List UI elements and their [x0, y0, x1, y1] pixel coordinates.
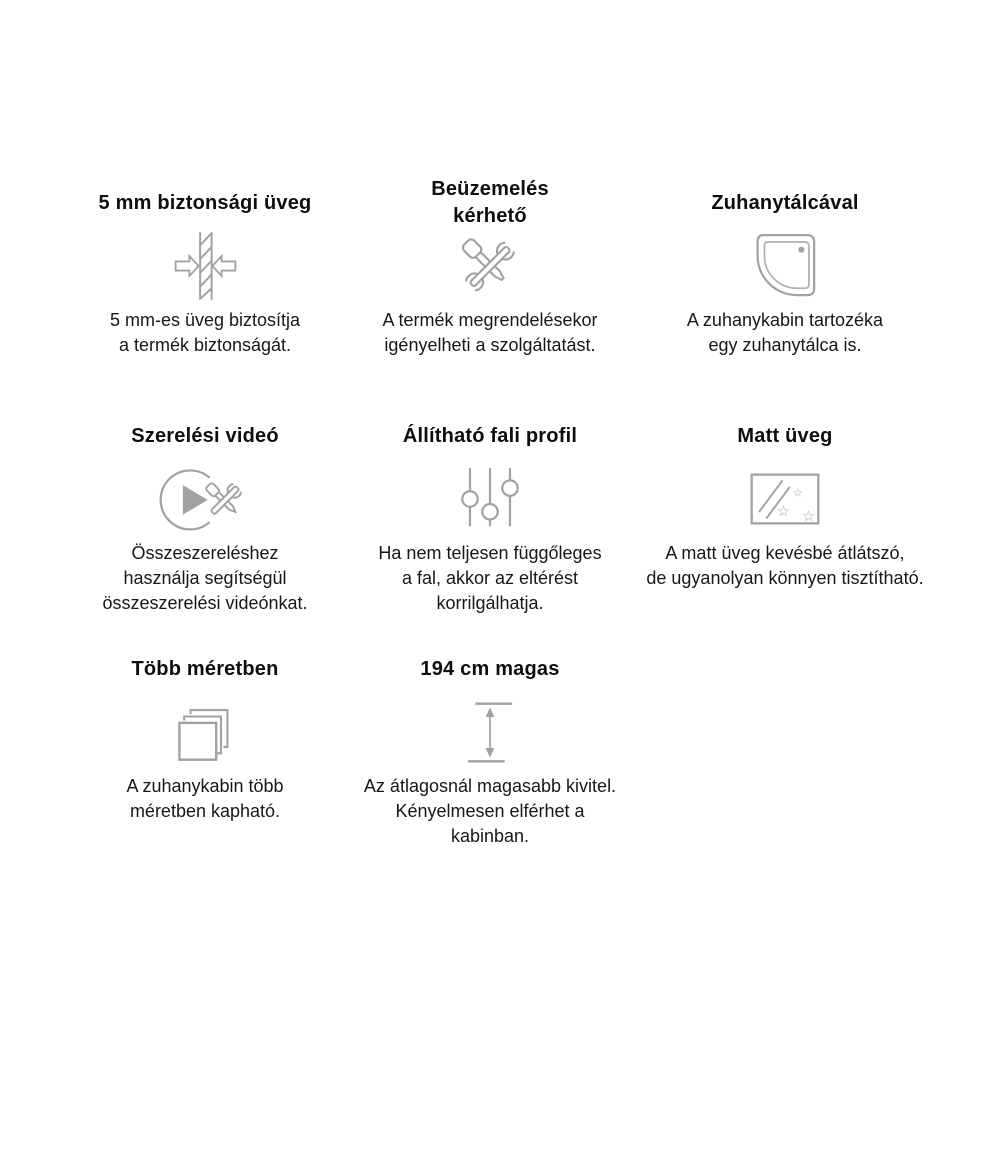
- svg-text:☆: ☆: [776, 503, 790, 521]
- feature-card-safety-glass: [55, 176, 355, 409]
- feature-title-line: Matt üveg: [737, 424, 833, 447]
- feature-description: [110, 308, 300, 358]
- height-arrows-icon: [459, 696, 521, 768]
- feature-description: [687, 308, 883, 358]
- feature-card-installation-service: [355, 176, 625, 409]
- desc-line: A matt üveg kevésbé átlátszó,: [665, 543, 905, 563]
- feature-title-line: 194 cm magas: [420, 657, 560, 680]
- feature-description: [102, 541, 307, 616]
- feature-card-adjustable-wall-profile: [355, 409, 625, 642]
- feature-description: [378, 541, 601, 616]
- desc-line: korrilgálhatja.: [436, 593, 544, 613]
- vertical-sliders-icon: [460, 463, 520, 535]
- feature-title-line: Állítható fali profil: [402, 424, 578, 447]
- feature-title: [737, 409, 832, 463]
- feature-title-line: Szerelési videó: [131, 424, 279, 447]
- desc-line: Összeszereléshez: [131, 543, 279, 563]
- feature-description: [355, 774, 625, 849]
- feature-card-multiple-sizes: [55, 642, 355, 875]
- desc-line: a fal, akkor az eltérést: [401, 568, 579, 588]
- feature-title: [403, 409, 577, 463]
- shower-tray-icon: [749, 230, 821, 302]
- desc-line: igényelheti a szolgáltatást.: [384, 335, 596, 355]
- feature-title-line: 5 mm biztonsági üveg: [98, 191, 312, 214]
- svg-text:☆: ☆: [792, 485, 804, 500]
- feature-title: [131, 409, 279, 463]
- feature-title-line: kérhető: [453, 205, 527, 227]
- feature-title: [420, 642, 559, 696]
- feature-title: [431, 176, 549, 230]
- feature-title: [711, 176, 858, 230]
- video-play-tools-icon: [156, 463, 254, 535]
- glass-thickness-icon: [171, 230, 240, 302]
- svg-text:☆: ☆: [802, 507, 816, 525]
- feature-card-shower-tray: [625, 176, 945, 409]
- feature-title-line: Zuhanytálcával: [711, 191, 859, 214]
- desc-line: összeszerelési videónkat.: [102, 593, 308, 613]
- desc-line: A zuhanykabin több: [126, 776, 284, 796]
- desc-line: a termék biztonságát.: [118, 335, 292, 355]
- desc-line: méretben kapható.: [129, 801, 281, 821]
- desc-line: 5 mm-es üveg biztosítja: [109, 310, 301, 330]
- desc-line: Ha nem teljesen függőleges: [378, 543, 602, 563]
- crossed-tools-icon: [450, 230, 530, 302]
- feature-title: [99, 176, 312, 230]
- desc-line: Kényelmesen elférhet a kabinban.: [395, 801, 585, 846]
- desc-line: egy zuhanytálca is.: [708, 335, 862, 355]
- desc-line: A zuhanykabin tartozéka: [686, 310, 884, 330]
- feature-title: [131, 642, 278, 696]
- feature-card-matt-glass: [625, 409, 945, 642]
- desc-line: de ugyanolyan könnyen tisztítható.: [646, 568, 924, 588]
- product-features-grid: [55, 176, 945, 875]
- desc-line: A termék megrendelésekor: [382, 310, 598, 330]
- feature-card-height: [355, 642, 625, 875]
- feature-description: [126, 774, 283, 824]
- feature-title-line: Több méretben: [131, 657, 279, 680]
- feature-description: [646, 541, 923, 591]
- feature-description: [382, 308, 597, 358]
- feature-card-assembly-video: [55, 409, 355, 642]
- desc-line: Az átlagosnál magasabb kivitel.: [363, 776, 617, 796]
- desc-line: használja segítségül: [123, 568, 287, 588]
- feature-title-line: Beüzemelés: [431, 178, 549, 200]
- matt-glass-icon: [749, 463, 821, 535]
- nested-squares-icon: [173, 696, 237, 768]
